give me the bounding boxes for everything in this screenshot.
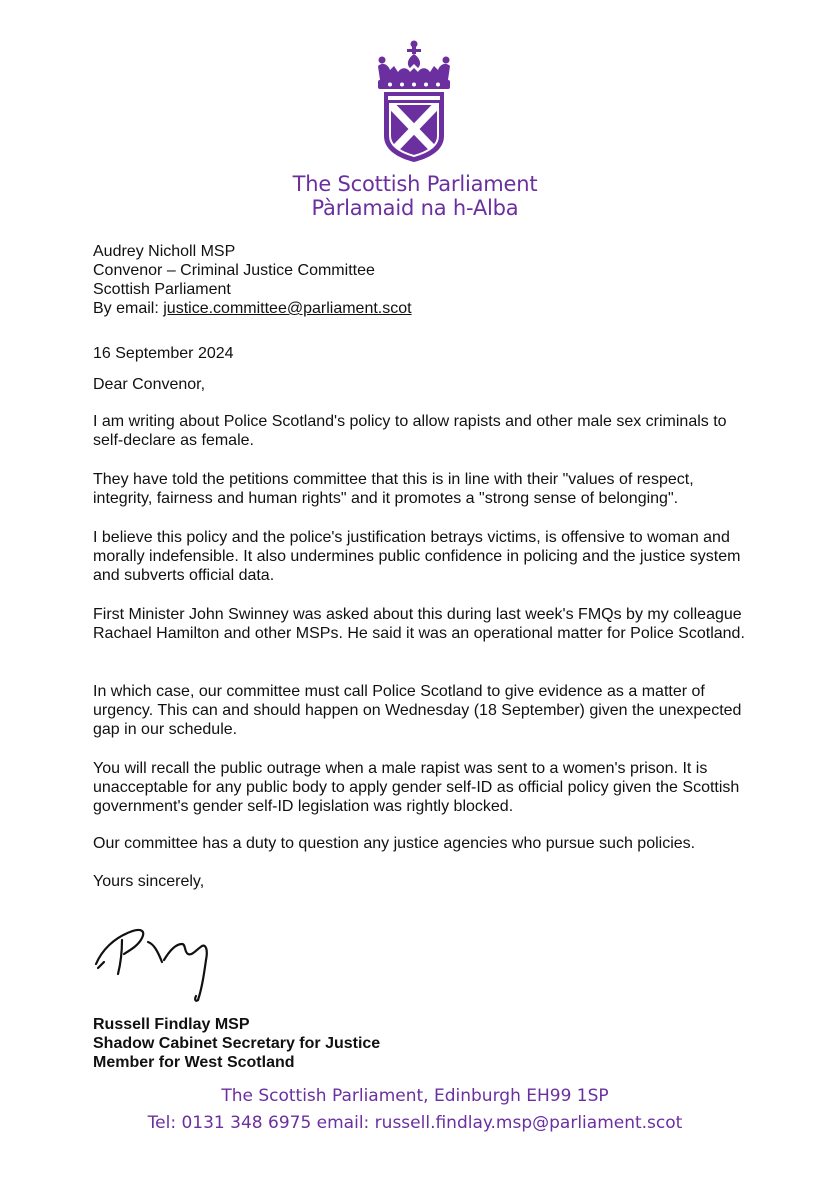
paragraph-6: You will recall the public outrage when a male rapist was sent to a women's prison. It is unacceptable for any public body to apply gender self-ID as official policy given the Scottish government's gender self-ID legislation was rightly blocked. — [93, 760, 740, 815]
signer-constituency: Member for West Scotland — [93, 1054, 295, 1071]
signer-role: Shadow Cabinet Secretary for Justice — [93, 1035, 381, 1052]
paragraph-5: In which case, our committee must call Police Scotland to give evidence as a matter of urgency. This can and should happen on Wednesday (18 September) given the unexpected gap in our schedule. — [93, 683, 742, 738]
recipient-email-link[interactable]: justice.committee@parliament.scot — [163, 300, 412, 317]
salutation: Dear Convenor, — [93, 376, 206, 393]
paragraph-1: I am writing about Police Scotland's policy to allow rapists and other male sex criminals to self-declare as female. — [93, 413, 727, 449]
recipient-org: Scottish Parliament — [93, 281, 231, 298]
closing: Yours sincerely, — [93, 873, 205, 890]
signature-image — [92, 910, 252, 1010]
email-prefix: By email: — [93, 300, 159, 317]
recipient-address — [93, 242, 753, 318]
recipient-email-line — [93, 299, 753, 318]
parliament-name-english: The Scottish Parliament — [292, 172, 538, 196]
recipient-title: Convenor – Criminal Justice Committee — [93, 262, 375, 279]
paragraph-4: First Minister John Swinney was asked about this during last week's FMQs by my colleague Rachael Hamilton and other MSPs. He said it was an operational matter for Police Scotland. — [93, 606, 745, 642]
parliament-name-gaelic: Pàrlamaid na h-Alba — [311, 196, 519, 220]
paragraph-2: They have told the petitions committee that this is in line with their "values of respect, integrity, fairness and human rights" and it promotes a "strong sense of belonging". — [93, 471, 694, 507]
footer-address: The Scottish Parliament, Edinburgh EH99 1SP — [221, 1086, 609, 1106]
footer-contact: Tel: 0131 348 6975 email: russell.findlay.msp@parliament.scot — [147, 1113, 683, 1133]
scottish-parliament-crest-icon — [368, 40, 460, 165]
signer-block — [93, 1015, 753, 1072]
recipient-name: Audrey Nicholl MSP — [93, 243, 236, 260]
paragraph-3: I believe this policy and the police's justification betrays victims, is offensive to woman and morally indefensible. It also undermines public confidence in policing and the justice system and subverts official data. — [93, 529, 741, 584]
paragraph-7: Our committee has a duty to question any justice agencies who pursue such policies. — [93, 835, 696, 852]
letter-date: 16 September 2024 — [93, 345, 234, 362]
signer-name: Russell Findlay MSP — [93, 1016, 250, 1033]
